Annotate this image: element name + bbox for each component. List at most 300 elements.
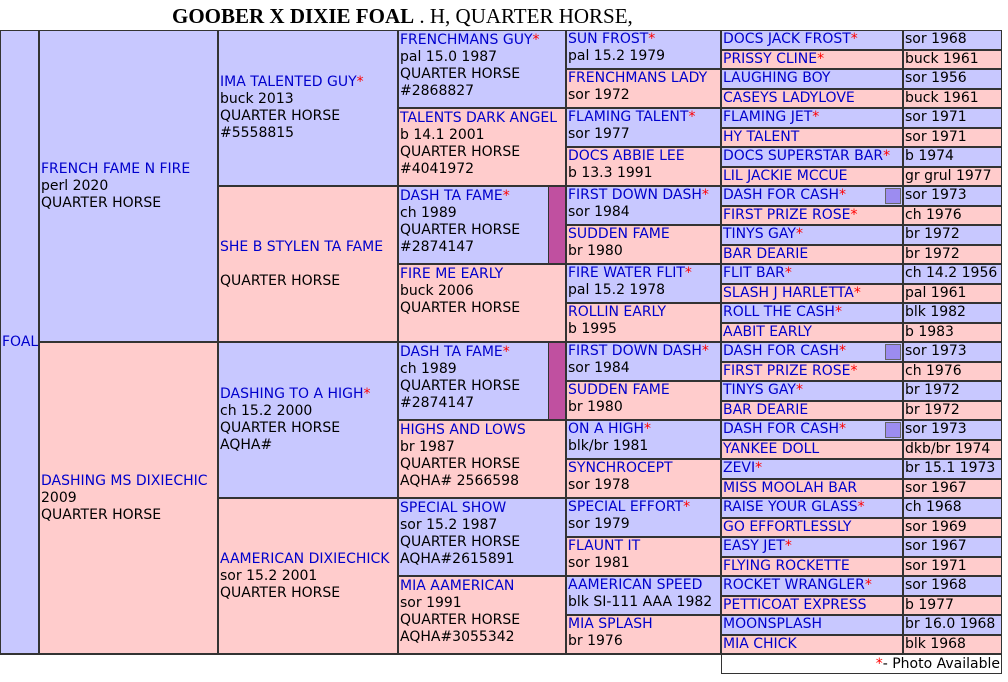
gen5-info-cell	[903, 323, 1002, 343]
gen3-name-link[interactable]: HIGHS AND LOWS	[400, 422, 526, 438]
gen5-name-row	[723, 519, 901, 536]
gen5-info-cell	[903, 50, 1002, 70]
gen3-cell	[398, 186, 566, 264]
photo-available-icon: *	[784, 265, 792, 282]
gen5-detail: sor 1971	[905, 109, 967, 125]
photo-available-icon: *	[839, 187, 846, 204]
gen5-info-cell	[903, 245, 1002, 265]
gen2-detail: buck 2013	[220, 91, 294, 107]
gen5-name-link[interactable]: DASH FOR CASH	[723, 421, 839, 438]
gen4-cell	[566, 342, 721, 381]
gen4-name-row	[568, 538, 719, 555]
gen5-detail: sor 1969	[905, 518, 967, 535]
gen5-detail: b 1977	[905, 596, 954, 613]
gen3-cell	[398, 498, 566, 576]
gen4-name-link[interactable]: FIRE WATER FLIT	[568, 265, 685, 281]
inbreeding-bar	[548, 342, 566, 420]
gen4-name-row	[568, 304, 719, 321]
inbreeding-marker-icon	[885, 422, 901, 438]
gen5-info-cell	[903, 518, 1002, 538]
photo-available-icon: *	[883, 148, 891, 165]
gen5-cell	[721, 440, 903, 460]
gen5-name-link[interactable]: DASH FOR CASH	[723, 187, 839, 204]
gen4-name-row	[568, 226, 719, 243]
gen4-cell	[566, 498, 721, 537]
gen5-name-row	[723, 324, 901, 341]
gen4-detail: sor 1981	[568, 555, 630, 571]
gen5-name-link[interactable]: ZEVI	[723, 460, 756, 477]
gen5-detail: b 1974	[905, 148, 954, 164]
gen5-name-row	[723, 616, 901, 633]
gen5-info-cell	[903, 108, 1002, 128]
gen5-name-link[interactable]: DOCS SUPERSTAR BAR	[723, 148, 884, 165]
photo-available-icon: *	[850, 31, 858, 48]
gen2-detail: QUARTER HORSE	[220, 420, 341, 436]
page-title	[172, 2, 633, 30]
gen3-detail: br 1987	[400, 439, 455, 455]
gen5-info-cell	[903, 479, 1002, 499]
gen5-cell	[721, 342, 903, 362]
photo-available-icon: *	[502, 344, 510, 360]
legend-cell	[721, 654, 1002, 674]
gen4-name-link[interactable]: SUDDEN FAME	[568, 382, 670, 398]
gen5-detail: sor 1971	[905, 128, 967, 145]
gen3-detail: ch 1989	[400, 205, 457, 221]
gen5-cell	[721, 362, 903, 382]
gen5-cell	[721, 518, 903, 538]
gen5-info-cell	[903, 30, 1002, 50]
gen5-name-link[interactable]: BAR DEARIE	[723, 245, 809, 262]
gen5-detail: sor 1967	[905, 479, 967, 496]
gen5-name-link[interactable]: HY TALENT	[723, 128, 800, 145]
gen5-info-cell	[903, 264, 1002, 284]
gen5-name-link[interactable]: FLIT BAR	[723, 265, 785, 282]
gen5-info-cell	[903, 206, 1002, 226]
gen3-detail: QUARTER HORSE	[400, 612, 521, 628]
gen4-name-row	[568, 109, 719, 126]
gen4-detail: br 1980	[568, 399, 623, 415]
gen4-name-row	[568, 70, 719, 87]
gen5-name-row	[723, 31, 901, 48]
gen3-cell	[398, 576, 566, 654]
gen3-detail: #4041972	[400, 161, 475, 177]
gen5-cell	[721, 186, 903, 206]
gen4-detail: b 13.3 1991	[568, 165, 653, 181]
gen2-detail: QUARTER HORSE	[220, 272, 341, 289]
gen5-name-row	[723, 402, 901, 419]
gen3-name-link[interactable]: TALENTS DARK ANGEL	[400, 110, 558, 126]
gen5-name-link[interactable]: TINYS GAY	[723, 226, 796, 243]
gen5-detail: br 1972	[905, 382, 960, 398]
gen5-name-row	[723, 187, 885, 204]
photo-available-icon: *	[502, 188, 510, 204]
gen4-name-row	[568, 187, 719, 204]
gen4-name-link[interactable]: MIA SPLASH	[568, 616, 653, 632]
gen4-name-link[interactable]: DOCS ABBIE LEE	[568, 148, 685, 164]
gen4-detail: pal 15.2 1979	[568, 48, 666, 64]
photo-available-icon: *	[795, 382, 803, 399]
gen5-cell	[721, 420, 903, 440]
gen3-name-link[interactable]: MIA AAMERICAN	[400, 578, 515, 594]
gen4-name-row	[568, 499, 719, 516]
gen5-name-row	[723, 480, 901, 497]
gen3-detail: QUARTER HORSE	[400, 456, 521, 472]
legend-spacer	[0, 654, 721, 674]
gen3-cell	[398, 264, 566, 342]
gen4-name-link[interactable]: SYNCHROCEPT	[568, 460, 673, 476]
gen5-name-link[interactable]: ROLL THE CASH	[723, 304, 835, 321]
gen5-detail: blk 1968	[905, 635, 966, 652]
photo-available-icon: *	[755, 460, 763, 477]
inbreeding-bar	[548, 186, 566, 264]
gen5-name-link[interactable]: YANKEE DOLL	[723, 440, 820, 457]
gen4-detail: br 1980	[568, 243, 623, 259]
inbreeding-marker-icon	[885, 188, 901, 204]
gen4-name-link[interactable]: SPECIAL EFFORT	[568, 499, 684, 515]
gen5-name-link[interactable]: LIL JACKIE MCCUE	[723, 167, 848, 184]
gen4-detail: br 1976	[568, 633, 623, 649]
gen2-cell	[218, 186, 398, 342]
gen5-detail: sor 1971	[905, 557, 967, 574]
gen5-name-link[interactable]: TINYS GAY	[723, 382, 796, 399]
gen4-name-link[interactable]: FIRST DOWN DASH	[568, 343, 702, 359]
gen5-info-cell	[903, 147, 1002, 167]
gen4-cell	[566, 30, 721, 69]
gen2-cell	[218, 342, 398, 498]
gen5-name-row	[723, 51, 901, 68]
gen4-name-link[interactable]: FLAUNT IT	[568, 538, 641, 554]
gen5-cell	[721, 615, 903, 635]
gen4-cell	[566, 459, 721, 498]
photo-available-icon: *	[784, 538, 792, 555]
pedigree-table	[0, 30, 1008, 682]
photo-available-icon: *	[795, 226, 803, 243]
gen2-name-row	[220, 74, 396, 91]
photo-available-icon: *	[839, 421, 846, 438]
gen5-name-link[interactable]: PETTICOAT EXPRESS	[723, 596, 867, 613]
photo-available-icon: *	[684, 265, 692, 281]
gen5-name-link[interactable]: DOCS JACK FROST	[723, 31, 851, 48]
gen5-name-link[interactable]: FIRST PRIZE ROSE	[723, 362, 851, 379]
dam-breed: QUARTER HORSE	[41, 506, 162, 523]
gen5-name-link[interactable]: AABIT EARLY	[723, 323, 812, 340]
gen5-name-row	[723, 577, 901, 594]
gen5-detail: ch 14.2 1956	[905, 265, 998, 281]
gen2-name-row	[220, 239, 396, 256]
gen5-cell	[721, 225, 903, 245]
gen2-name-link[interactable]: IMA TALENTED GUY	[220, 74, 357, 90]
gen5-cell	[721, 459, 903, 479]
gen5-name-row	[723, 265, 901, 282]
gen5-cell	[721, 381, 903, 401]
gen4-cell	[566, 303, 721, 342]
gen5-info-cell	[903, 362, 1002, 382]
gen4-cell	[566, 381, 721, 420]
gen5-name-row	[723, 70, 901, 87]
gen3-detail: buck 2006	[400, 283, 474, 299]
gen5-name-link[interactable]: DASH FOR CASH	[723, 343, 839, 360]
gen3-detail: #2868827	[400, 83, 475, 99]
gen5-name-row	[723, 421, 885, 438]
gen4-name-link[interactable]: ROLLIN EARLY	[568, 304, 667, 320]
gen5-detail: buck 1961	[905, 89, 979, 106]
gen4-name-link[interactable]: SUDDEN FAME	[568, 226, 670, 242]
gen2-detail: QUARTER HORSE	[220, 584, 341, 601]
photo-available-icon: *	[812, 109, 820, 126]
gen3-detail: QUARTER HORSE	[400, 378, 521, 394]
gen5-info-cell	[903, 342, 1002, 362]
gen5-detail: buck 1961	[905, 50, 979, 67]
gen4-detail: sor 1977	[568, 126, 630, 142]
gen4-cell	[566, 147, 721, 186]
photo-available-icon: *	[857, 499, 865, 516]
gen4-name-link[interactable]: AAMERICAN SPEED	[568, 577, 703, 593]
gen3-name-row	[400, 422, 564, 439]
gen3-name-row	[400, 188, 564, 205]
gen5-detail: pal 1961	[905, 284, 967, 301]
photo-available-icon: *	[853, 284, 861, 301]
photo-available-icon: *	[532, 32, 540, 48]
gen5-detail: dkb/br 1974	[905, 440, 991, 457]
gen3-detail: #2874147	[400, 239, 475, 255]
gen5-name-row	[723, 168, 901, 185]
gen5-cell	[721, 206, 903, 226]
gen5-info-cell	[903, 596, 1002, 616]
gen5-detail: sor 1956	[905, 70, 967, 86]
gen3-name-link[interactable]: FRENCHMANS GUY	[400, 32, 533, 48]
gen4-name-row	[568, 460, 719, 477]
gen5-name-row	[723, 90, 901, 107]
photo-available-icon: *	[363, 386, 371, 402]
gen4-detail: sor 1972	[568, 87, 630, 103]
sire-name-row	[41, 161, 216, 178]
gen5-info-cell	[903, 557, 1002, 577]
dam-name-link[interactable]: DASHING MS DIXIECHIC	[41, 472, 208, 489]
gen4-name-link[interactable]: FRENCHMANS LADY	[568, 70, 708, 86]
gen5-info-cell	[903, 615, 1002, 635]
gen2-detail: ch 15.2 2000	[220, 403, 313, 419]
gen2-detail: QUARTER HORSE	[220, 108, 341, 124]
gen2-detail: #5558815	[220, 125, 295, 141]
sire-cell	[39, 30, 218, 342]
gen3-cell	[398, 108, 566, 186]
photo-available-icon: *	[644, 421, 652, 437]
gen5-name-link[interactable]: LAUGHING BOY	[723, 70, 831, 87]
gen5-info-cell	[903, 303, 1002, 323]
gen5-info-cell	[903, 401, 1002, 421]
gen4-name-link[interactable]: FLAMING TALENT	[568, 109, 689, 125]
gen3-name-row	[400, 32, 564, 49]
gen5-cell	[721, 284, 903, 304]
gen2-name-link[interactable]: SHE B STYLEN TA FAME	[220, 238, 384, 255]
gen4-cell	[566, 264, 721, 303]
gen4-cell	[566, 69, 721, 108]
gen5-name-row	[723, 460, 901, 477]
gen5-info-cell	[903, 186, 1002, 206]
gen5-name-row	[723, 148, 901, 165]
gen4-name-row	[568, 148, 719, 165]
gen5-name-link[interactable]: BAR DEARIE	[723, 401, 809, 418]
gen3-name-row	[400, 110, 564, 127]
gen5-info-cell	[903, 284, 1002, 304]
gen4-cell	[566, 186, 721, 225]
gen5-cell	[721, 557, 903, 577]
gen5-cell	[721, 479, 903, 499]
gen2-detail: sor 15.2 2001	[220, 567, 318, 584]
gen5-name-link[interactable]: ROCKET WRANGLER	[723, 577, 865, 594]
gen5-name-row	[723, 304, 901, 321]
gen5-name-link[interactable]: FIRST PRIZE ROSE	[723, 206, 851, 223]
gen5-cell	[721, 264, 903, 284]
gen5-name-link[interactable]: FLAMING JET	[723, 109, 813, 126]
gen5-info-cell	[903, 635, 1002, 655]
photo-available-icon: *	[864, 577, 872, 594]
gen5-info-cell	[903, 128, 1002, 148]
dam-name-row	[41, 473, 216, 490]
gen5-info-cell	[903, 167, 1002, 187]
legend-text: - Photo Available	[882, 656, 1000, 672]
photo-available-icon: *	[688, 109, 696, 125]
gen3-name-link[interactable]: FIRE ME EARLY	[400, 266, 504, 282]
gen5-info-cell	[903, 225, 1002, 245]
photo-available-icon: *	[839, 343, 846, 360]
gen5-info-cell	[903, 576, 1002, 596]
gen5-name-link[interactable]: RAISE YOUR GLASS	[723, 499, 858, 516]
gen3-detail: QUARTER HORSE	[400, 66, 521, 82]
gen5-detail: br 1972	[905, 245, 960, 262]
gen3-name-row	[400, 578, 564, 595]
photo-available-icon: *	[356, 74, 364, 90]
gen5-detail: sor 1973	[905, 187, 967, 203]
gen5-name-row	[723, 499, 901, 516]
gen4-detail: pal 15.2 1978	[568, 282, 666, 298]
photo-available-icon: *	[850, 206, 858, 223]
gen5-cell	[721, 167, 903, 187]
gen4-detail: sor 1984	[568, 360, 630, 376]
photo-available-icon: *	[875, 656, 883, 672]
gen5-name-link[interactable]: EASY JET	[723, 538, 785, 555]
gen4-name-link[interactable]: FIRST DOWN DASH	[568, 187, 702, 203]
gen3-detail: QUARTER HORSE	[400, 144, 521, 160]
gen5-cell	[721, 108, 903, 128]
gen3-name-link[interactable]: DASH TA FAME	[400, 344, 503, 360]
gen5-detail: blk 1982	[905, 304, 966, 320]
gen5-info-cell	[903, 381, 1002, 401]
gen4-detail: sor 1984	[568, 204, 630, 220]
gen4-cell	[566, 420, 721, 459]
gen5-info-cell	[903, 440, 1002, 460]
sire-detail: perl 2020	[41, 177, 109, 194]
gen3-name-link[interactable]: SPECIAL SHOW	[400, 500, 507, 516]
gen5-detail: br 1972	[905, 226, 960, 242]
gen4-cell	[566, 108, 721, 147]
gen3-detail: QUARTER HORSE	[400, 300, 521, 316]
gen2-name-link[interactable]: AAMERICAN DIXIECHICK	[220, 550, 390, 567]
gen5-name-link[interactable]: CASEYS LADYLOVE	[723, 89, 855, 106]
gen5-info-cell	[903, 89, 1002, 109]
gen3-detail: pal 15.0 1987	[400, 49, 498, 65]
gen3-name-link[interactable]: DASH TA FAME	[400, 188, 503, 204]
gen5-name-row	[723, 636, 901, 653]
sire-name-link[interactable]: FRENCH FAME N FIRE	[41, 160, 191, 177]
dam-detail: 2009	[41, 489, 77, 506]
gen4-name-row	[568, 421, 719, 438]
gen5-name-row	[723, 558, 901, 575]
gen4-detail: sor 1978	[568, 477, 630, 493]
gen5-name-row	[723, 129, 901, 146]
page-title-sub: . H, QUARTER HORSE,	[419, 4, 633, 28]
foal-name-link[interactable]: FOAL	[2, 333, 39, 350]
gen5-cell	[721, 537, 903, 557]
inbreeding-marker-icon	[885, 344, 901, 360]
gen5-detail: sor 1973	[905, 421, 967, 437]
gen2-detail: AQHA#	[220, 437, 273, 453]
gen5-cell	[721, 147, 903, 167]
gen5-name-link[interactable]: MIA CHICK	[723, 635, 797, 652]
gen5-name-link[interactable]: PRISSY CLINE	[723, 50, 818, 67]
gen5-cell	[721, 576, 903, 596]
gen3-name-row	[400, 344, 564, 361]
photo-available-icon: *	[850, 362, 858, 379]
gen5-detail: gr grul 1977	[905, 167, 992, 184]
gen5-cell	[721, 401, 903, 421]
gen4-detail: blk/br 1981	[568, 438, 649, 454]
gen5-name-row	[723, 226, 901, 243]
gen3-detail: ch 1989	[400, 361, 457, 377]
gen4-name-link[interactable]: ON A HIGH	[568, 421, 645, 437]
gen5-cell	[721, 50, 903, 70]
gen2-name-link[interactable]: DASHING TO A HIGH	[220, 386, 364, 402]
gen3-detail: b 14.1 2001	[400, 127, 485, 143]
gen5-detail: ch 1968	[905, 499, 962, 515]
gen5-detail: ch 1976	[905, 362, 962, 379]
gen5-cell	[721, 635, 903, 655]
gen4-name-link[interactable]: SUN FROST	[568, 31, 649, 47]
gen3-detail: sor 15.2 1987	[400, 517, 498, 533]
gen5-detail: b 1983	[905, 323, 954, 340]
gen3-cell	[398, 342, 566, 420]
gen5-detail: br 1972	[905, 401, 960, 418]
gen5-name-row	[723, 246, 901, 263]
gen5-name-link[interactable]: FLYING ROCKETTE	[723, 557, 850, 574]
gen5-name-link[interactable]: MOONSPLASH	[723, 616, 823, 633]
gen4-name-row	[568, 616, 719, 633]
gen3-detail: #2874147	[400, 395, 475, 411]
photo-available-icon: *	[817, 50, 825, 67]
gen5-cell	[721, 30, 903, 50]
gen5-name-link[interactable]: GO EFFORTLESSLY	[723, 518, 852, 535]
gen5-cell	[721, 69, 903, 89]
gen4-cell	[566, 537, 721, 576]
photo-available-icon: *	[701, 187, 709, 203]
gen5-info-cell	[903, 420, 1002, 440]
gen4-detail: blk SI-111 AAA 1982	[568, 594, 713, 610]
gen5-detail: sor 1967	[905, 538, 967, 554]
page-title-main: GOOBER X DIXIE FOAL	[172, 4, 415, 28]
gen5-name-link[interactable]: MISS MOOLAH BAR	[723, 479, 858, 496]
gen5-name-link[interactable]: SLASH J HARLETTA	[723, 284, 854, 301]
gen3-detail: sor 1991	[400, 595, 462, 611]
gen5-cell	[721, 89, 903, 109]
gen4-name-row	[568, 382, 719, 399]
gen5-info-cell	[903, 459, 1002, 479]
gen5-cell	[721, 596, 903, 616]
gen4-detail: sor 1979	[568, 516, 630, 532]
gen3-cell	[398, 30, 566, 108]
gen5-name-row	[723, 597, 901, 614]
gen3-detail: QUARTER HORSE	[400, 222, 521, 238]
sire-breed: QUARTER HORSE	[41, 194, 162, 211]
